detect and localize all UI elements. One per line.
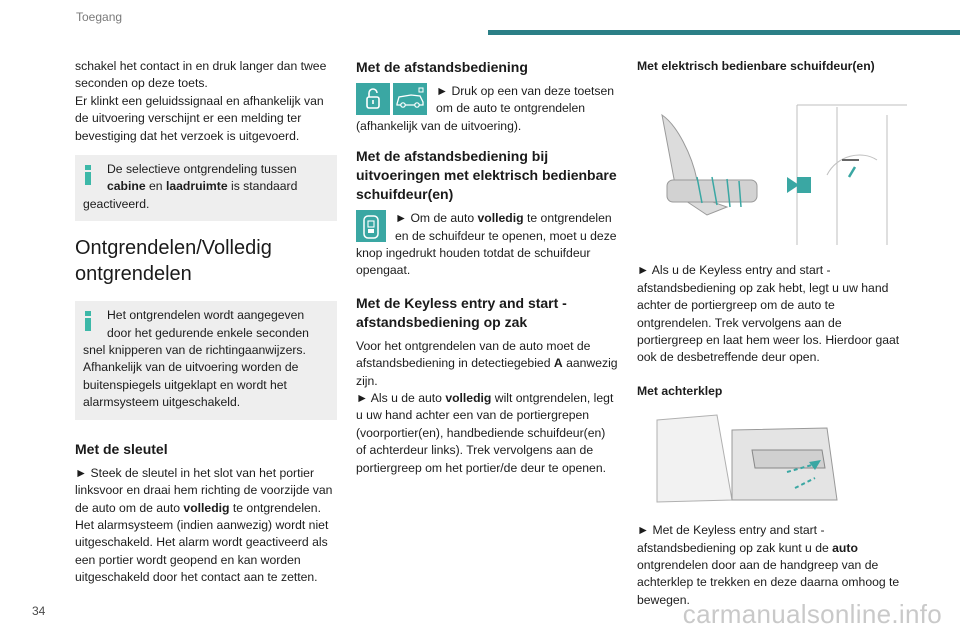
text-bold: volledig: [183, 500, 230, 515]
icon-paragraph: [356, 210, 618, 245]
note-text: De selectieve ontgrendeling tussen: [107, 162, 297, 177]
unlock-padlock-icon: [356, 83, 390, 115]
sliding-door-remote-icon: [356, 210, 386, 242]
text: wilt ontgrendelen, legt u uw hand achter een van de portiergrepen (voorportier(en), handbediende schuifdeur(en) of achterdeur links). Trek vervolgens aan de portiergreep om het portier/de deur te openen.: [356, 391, 614, 475]
text-bold: volledig: [477, 211, 524, 226]
info-icon: [85, 311, 91, 331]
subheading: Met elektrisch bedienbare schuifdeur(en): [637, 59, 875, 73]
subheading: Met de Keyless entry and start -afstandsbediening op zak: [356, 294, 567, 330]
text: ► Druk op een van deze toetsen om de auto te ontgrendelen: [436, 84, 615, 116]
subheading: Met de afstandsbediening: [356, 59, 528, 75]
subheading: Met achterklep: [637, 383, 723, 398]
paragraph: knop ingedrukt houden totdat de schuifdeur opengaat.: [356, 246, 591, 278]
note-text: Het ontgrendelen wordt aangegeven door het gedurende enkele seconden: [107, 308, 309, 340]
paragraph: [637, 522, 907, 609]
paragraph: Er klinkt een geluidssignaal en afhankelijk van de uitvoering verschijnt er een melding ter bevestiging dat het verzoek is uitgevoerd.: [75, 93, 324, 143]
text: ► Steek de sleutel in het slot van het portier linksvoor en draai hem richting de voorzijde van de auto om de auto: [75, 465, 333, 515]
page-number: 34: [32, 604, 46, 618]
text: ► Met de Keyless entry and start -afstandsbediening op zak kunt u de: [637, 523, 829, 555]
text-bold: volledig: [445, 391, 492, 406]
text: te ontgrendelen.: [232, 500, 321, 515]
subheading: Met de sleutel: [75, 440, 168, 457]
note-bold: cabine: [107, 179, 146, 194]
paragraph: ► Als u de Keyless entry and start -afstandsbediening op zak hebt, legt u uw hand achter de portiergreep om de auto te ontgrendelen. Trek vervolgens aan de portiergreep en laat hem weer los. Hierdoor gaat ook de desbetreffende deur open.: [637, 263, 900, 365]
text: te ontgrendelen en de schuifdeur te openen, moet u deze: [395, 211, 617, 243]
note-text: en: [145, 179, 166, 194]
note-text: geactiveerd.: [83, 196, 150, 211]
section-heading: Ontgrendelen/Volledig ontgrendelen: [75, 237, 272, 286]
note-text: snel knipperen van de richtingaanwijzers.: [83, 343, 306, 358]
info-note: [75, 301, 337, 419]
note-text: is standaard: [227, 179, 298, 194]
text: ontgrendelen door aan de handgreep van de achterklep te trekken en deze daarna omhoog te bewegen.: [637, 558, 900, 607]
paragraph: [356, 338, 618, 477]
text-bold: auto: [832, 540, 858, 555]
text-bold: A: [553, 356, 563, 371]
column-2: [356, 58, 618, 485]
column-1: [75, 58, 337, 595]
text: Voor het ontgrendelen van de auto moet de afstandsbediening in detectiegebied: [356, 338, 591, 371]
header-accent-bar: [488, 30, 960, 35]
subheading: Met de afstandsbediening bij uitvoeringen met elektrisch bedienbare schuifdeur(en): [356, 148, 617, 203]
icon-paragraph: [356, 83, 618, 118]
tailgate-illustration: [637, 410, 907, 510]
van-unlock-icon: [393, 83, 427, 115]
info-icon: [85, 165, 91, 185]
text: ► Om de auto: [395, 211, 475, 226]
section-title: Toegang: [76, 10, 123, 24]
watermark: carmanualsonline.info: [682, 599, 942, 629]
text: Het alarmsysteem (indien aanwezig) wordt niet uitgeschakeld. Het alarm wordt geactiveerd als een portier wordt geopend en kan worden uitgeschakeld door het contact aan te zetten.: [75, 517, 329, 585]
text: ► Als u de auto: [356, 391, 442, 406]
paragraph: [75, 465, 337, 587]
column-3: [637, 58, 907, 617]
sliding-door-illustration: [637, 85, 907, 250]
info-note: [75, 155, 337, 221]
note-bold: laadruimte: [165, 179, 228, 194]
paragraph: schakel het contact in en druk langer dan twee seconden op deze toets.: [75, 59, 327, 91]
note-text: Afhankelijk van de uitvoering worden de buitenspiegels uitgeklapt en wordt het alarmsysteem uitgeschakeld.: [83, 360, 299, 410]
paragraph: (afhankelijk van de uitvoering).: [356, 118, 522, 133]
text: aanwezig zijn.: [356, 356, 618, 388]
